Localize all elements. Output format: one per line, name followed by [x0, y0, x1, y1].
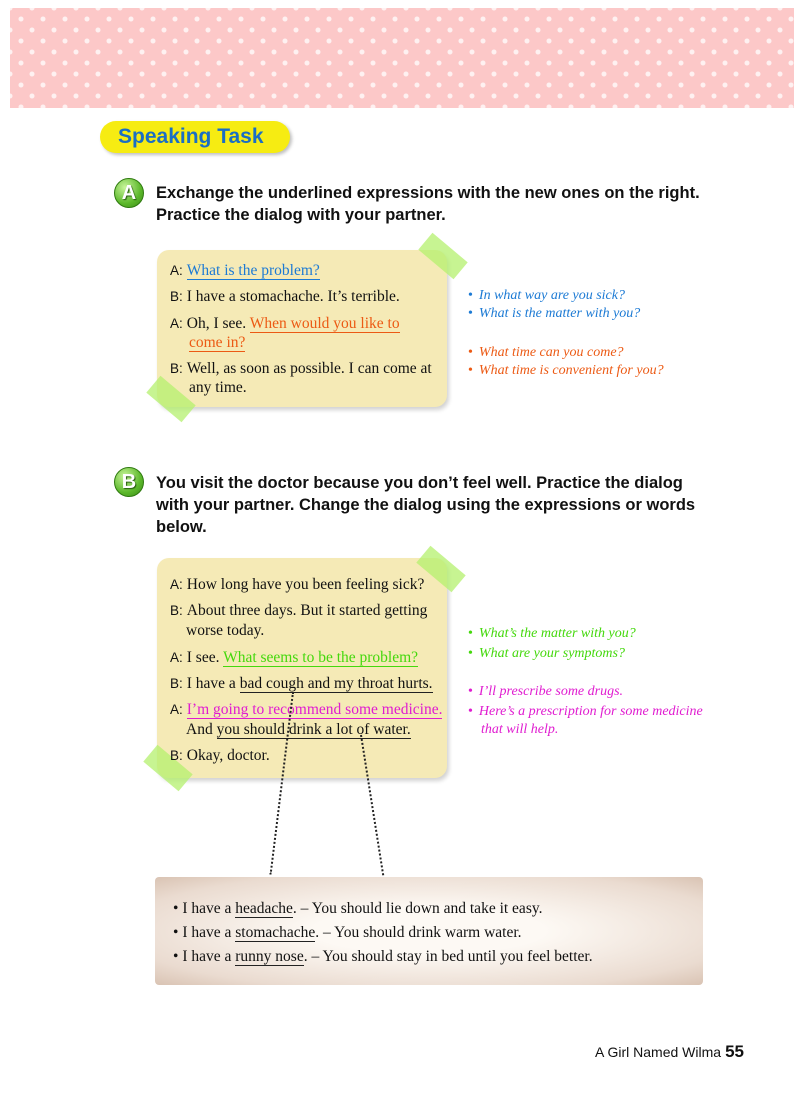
- expression-text: I have a: [182, 900, 232, 917]
- section-b-badge: B: [114, 467, 144, 497]
- dialog-text: And: [186, 721, 213, 738]
- alternative-item: • Here’s a prescription for some medicine: [468, 704, 703, 719]
- alternative-text: What time can you come?: [478, 345, 624, 360]
- underlined-expression: When would you like to: [249, 315, 400, 332]
- dialog-b-line-6: [170, 746, 270, 766]
- alternative-text: Here’s a prescription for some medicine: [478, 704, 703, 719]
- dialog-text: Okay, doctor.: [186, 747, 270, 764]
- page-footer: [595, 1042, 744, 1062]
- dialog-a-line-4: [170, 359, 432, 379]
- alternatives-magenta: [468, 683, 703, 739]
- expression-box: [155, 877, 703, 985]
- alternative-item: • What are your symptoms?: [468, 646, 625, 661]
- bullet: •: [173, 900, 183, 917]
- dialog-b-line-5: [170, 700, 442, 720]
- alternative-item: • In what way are you sick?: [468, 288, 625, 303]
- alternative-item: • What’s the matter with you?: [468, 626, 636, 641]
- expression-text: . – You should lie down and take it easy.: [292, 900, 543, 917]
- section-a-instruction-line1: Exchange the underlined expressions with the new ones on the right.: [156, 184, 700, 202]
- expression-text: . – You should stay in bed until you feel better.: [303, 948, 593, 965]
- page-title: Speaking Task: [100, 121, 290, 153]
- expression-text: . – You should drink warm water.: [315, 924, 522, 941]
- section-b-instruction-line1: You visit the doctor because you don’t feel well. Practice the dialog: [156, 474, 683, 492]
- alternative-item: • What time can you come?: [468, 345, 624, 360]
- speaker-label: B:: [170, 748, 183, 763]
- speaker-label: B:: [170, 289, 183, 304]
- bullet: •: [173, 924, 183, 941]
- underlined-expression: I’m going to recommend some medicine.: [186, 701, 443, 718]
- dialog-text: About three days. But it started getting: [186, 602, 428, 619]
- alternative-text: I’ll prescribe some drugs.: [478, 684, 624, 699]
- dialog-text: How long have you been feeling sick?: [186, 576, 425, 593]
- dialog-a-line-3: [170, 314, 400, 334]
- alternatives-orange: [468, 344, 664, 380]
- expression-item: [173, 899, 542, 919]
- speaker-label: A:: [170, 577, 183, 592]
- underlined-expression: come in?: [189, 334, 246, 351]
- page-number: 55: [725, 1042, 744, 1061]
- speaker-label: B:: [170, 361, 183, 376]
- speaker-label: A:: [170, 650, 183, 665]
- bullet: •: [173, 948, 183, 965]
- alternative-text: What’s the matter with you?: [478, 626, 636, 641]
- alternative-text: What is the matter with you?: [478, 306, 641, 321]
- alternative-text: What are your symptoms?: [478, 646, 625, 661]
- section-a-instruction: [156, 182, 700, 226]
- dialog-b-line-1: [170, 575, 424, 595]
- dialog-b-line-4: [170, 674, 433, 694]
- expression-text: I have a: [182, 948, 232, 965]
- speaker-label: B:: [170, 603, 183, 618]
- dialog-text: I see.: [186, 649, 220, 666]
- dialog-b-line-3: [170, 648, 418, 668]
- expression-item: [173, 923, 522, 943]
- underlined-word: runny nose: [235, 948, 304, 965]
- dialog-text: I have a stomachache. It’s terrible.: [186, 288, 400, 305]
- underlined-word: stomachache: [235, 924, 316, 941]
- dialog-b-line-2b: worse today.: [186, 622, 265, 639]
- expression-text: I have a: [182, 924, 232, 941]
- alternative-item: • What is the matter with you?: [468, 306, 641, 321]
- alternative-item: • What time is convenient for you?: [468, 363, 664, 378]
- speaker-label: A:: [170, 316, 183, 331]
- expression-item: [173, 947, 593, 967]
- alternatives-blue: [468, 287, 640, 323]
- dialog-a-line-4b: any time.: [189, 379, 247, 396]
- dialog-text: Oh, I see.: [186, 315, 247, 332]
- dialog-a-line-1: [170, 261, 320, 281]
- dialog-b-line-5b: [186, 720, 411, 740]
- underlined-expression: bad cough and my throat hurts.: [239, 675, 433, 692]
- alternative-item-cont: that will help.: [481, 722, 559, 737]
- alternatives-green: [468, 625, 636, 663]
- dialog-b-line-2: [170, 601, 427, 621]
- dialog-a-line-2: [170, 287, 400, 307]
- alternative-text: In what way are you sick?: [478, 288, 625, 303]
- section-a-instruction-line2: Practice the dialog with your partner.: [156, 206, 446, 224]
- section-a-badge: A: [114, 178, 144, 208]
- section-b-instruction-line2: with your partner. Change the dialog using the expressions or words: [156, 496, 696, 514]
- dialog-text: Well, as soon as possible. I can come at: [186, 360, 432, 377]
- dialog-a-line-3b: [189, 333, 245, 353]
- alternative-text: What time is convenient for you?: [478, 363, 664, 378]
- underlined-word: headache: [235, 900, 293, 917]
- underlined-expression: What is the problem?: [186, 262, 320, 279]
- section-b-instruction: [156, 472, 695, 538]
- speaker-label: A:: [170, 263, 183, 278]
- section-b-instruction-line3: below.: [156, 518, 207, 536]
- dialog-text: I have a: [186, 675, 236, 692]
- speaker-label: B:: [170, 676, 183, 691]
- alternative-item: • I’ll prescribe some drugs.: [468, 684, 624, 699]
- speaker-label: A:: [170, 702, 183, 717]
- underlined-expression: you should drink a lot of water.: [216, 721, 411, 738]
- book-title: A Girl Named Wilma: [595, 1044, 722, 1060]
- underlined-expression: What seems to be the problem?: [223, 649, 419, 666]
- header-banner: [10, 8, 794, 108]
